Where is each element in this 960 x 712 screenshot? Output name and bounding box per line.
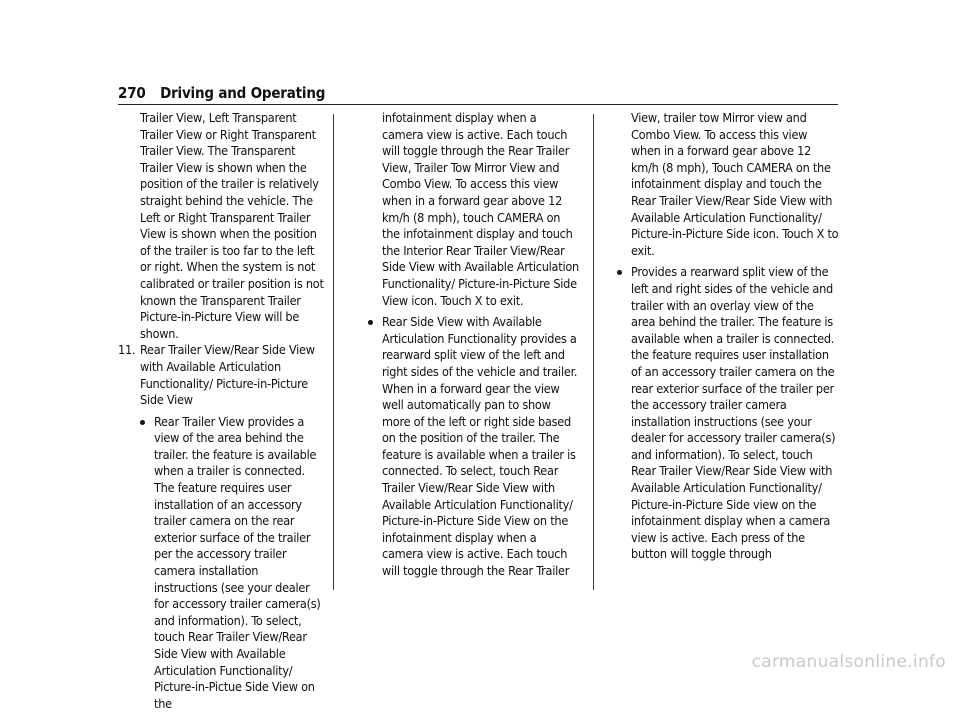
header-rule [118,104,838,105]
bullet-text: Rear Trailer View provides a view of the area behind the trailer. the feature is available when a trailer is connected. The feature requires user installation of an accessory trailer camera on the rear exterior surface of the trailer per the accessory trailer camera installation instructions (see your dealer for accessory trailer camera(s) and information). To select, touch Rear Trailer View/Rear Side View with Available Articulation Functionality/ Picture-in-Pictue Side View on the [154,413,321,711]
bullet-text: Rear Side View with Available Articulation Functionality provides a rearward split view of the left and right sides of the vehicle and trailer. When in a forward gear the view well automatically pan to show more of the left or right side based on the position of the trailer. The feature is available when a trailer is connected. To select, touch Rear Trailer View/Rear Side View with Available Articulation Functionality/ Picture-in-Picture Side View on the infotainment display when a camera view is active. Each touch will toggle through the Rear Trailer [382,314,578,579]
list-item-11 [118,342,324,712]
column-3 [617,110,839,563]
bullet-rear-trailer-view [140,414,324,712]
list-item-number: 11. [118,342,136,358]
bullet-icon [617,270,622,275]
list-item-text: Rear Trailer View/Rear Side View with Available Articulation Functionality/ Picture-in-Picture Side View [140,342,315,408]
column-divider [333,114,334,590]
page-header [118,84,325,102]
bullet-icon [368,320,373,325]
column-divider [593,114,594,590]
column-1 [118,110,324,712]
page-number: 270 [118,84,146,102]
bullet-split-overlay-view [617,264,839,563]
col1-intro-paragraph: Trailer View, Left Transparent Trailer View or Right Transparent Trailer View. The Transparent Trailer View is shown when the position of the trailer is relatively straight behind the vehicle. The Left or Right Transparent Trailer View is shown when the position of the trailer is too far to the left or right. When the system is not calibrated or trailer position is not known the Transparent Trailer Picture-in-Picture View will be shown. [140,110,324,341]
bullet-rear-side-view [368,314,580,580]
bullet-text: Provides a rearward split view of the left and right sides of the vehicle and trailer with an overlay view of the area behind the trailer. The feature is available when a trailer is connected. the feature requires user installation of an accessory trailer camera on the rear exterior surface of the trailer per the accessory trailer camera installation instructions (see your dealer for accessory trailer camera(s) and information). To select, touch Rear Trailer View/Rear Side View with Available Articulation Functionality/ Picture-in-Picture Side view on the infotainment display when a camera view is active. Each press of the button will toggle through [631,264,836,562]
section-title: Driving and Operating [160,84,326,102]
col2-continuation-paragraph: infotainment display when a camera view is active. Each touch will toggle through the Rear Trailer View, Trailer Tow Mirror View and Combo View. To access this view when in a forward gear above 12 km/h (8 mph), touch CAMERA on the infotainment display and touch the Interior Rear Trailer View/Rear Side View with Available Articulation Functionality/ Picture-in-Picture Side View icon. Touch X to exit. [382,110,579,308]
column-2 [368,110,580,580]
bullet-icon [140,420,145,425]
watermark: carmanualsonline.info [751,652,946,672]
col3-continuation-paragraph: View, trailer tow Mirror view and Combo View. To access this view when in a forward gear above 12 km/h (8 mph), Touch CAMERA on the infotainment display and touch the Rear Trailer View/Rear Side View with Available Articulation Functionality/ Picture-in-Picture Side icon. Touch X to exit. [631,110,839,258]
